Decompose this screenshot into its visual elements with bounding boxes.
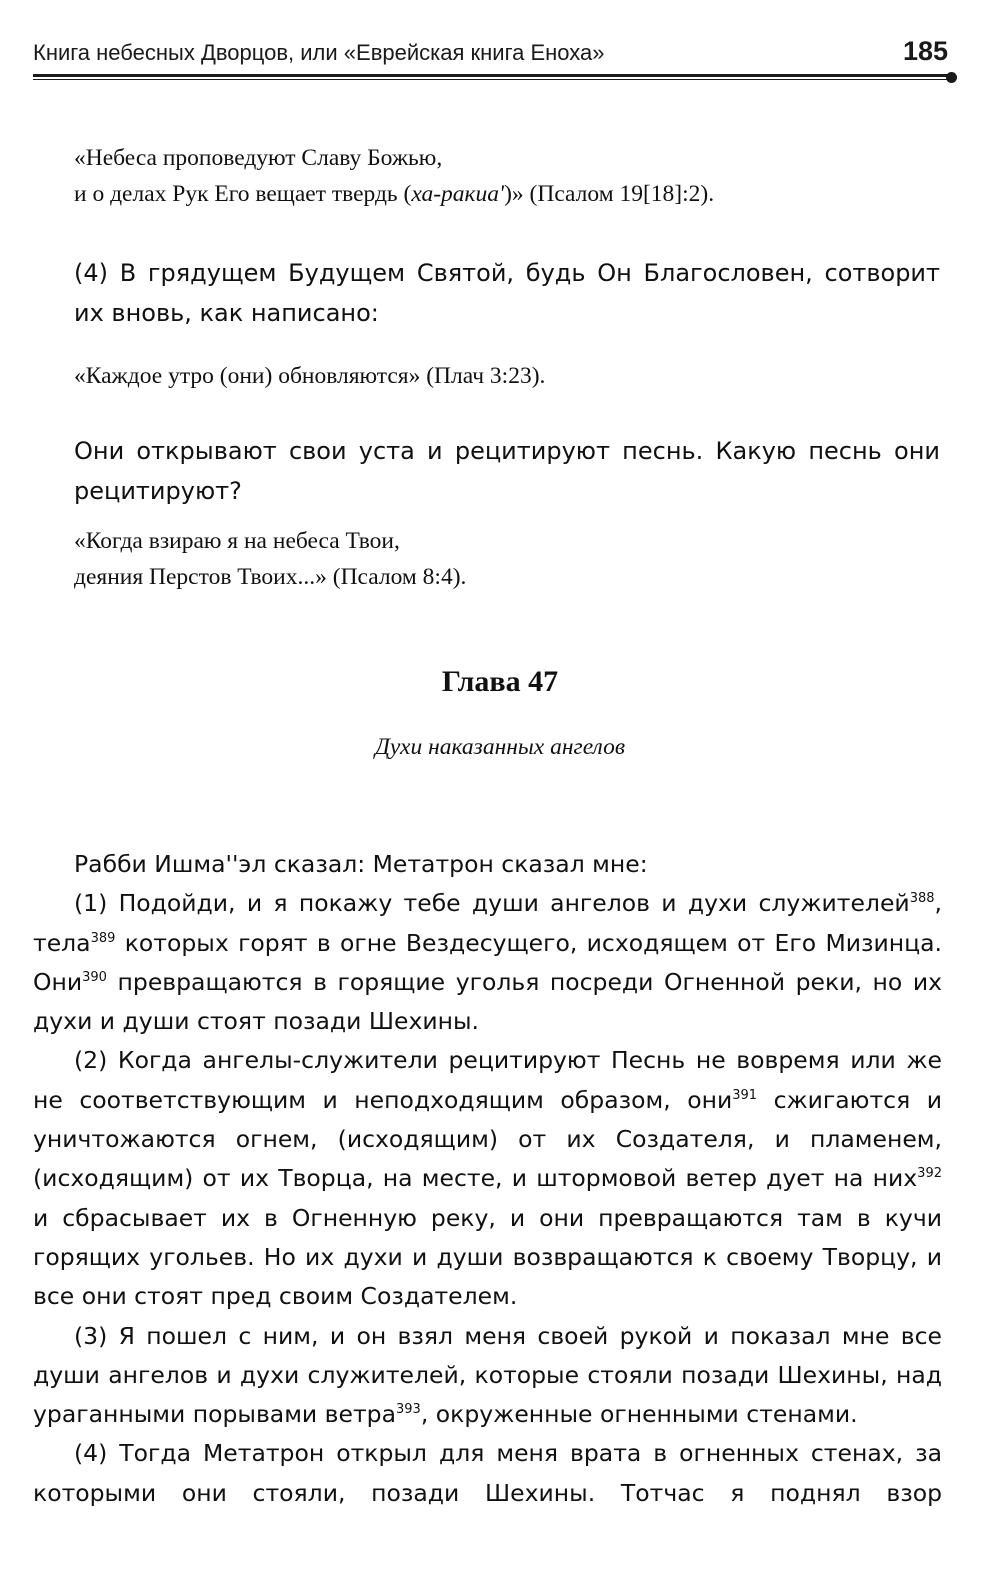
footnote-ref-393[interactable]: 393 (395, 1402, 421, 1418)
quote-line: «Когда взираю я на небеса Твои, (74, 528, 400, 554)
quote-text: и о делах Рук Его вещает твердь ( (74, 181, 412, 207)
chapter-subtitle: Духи наказанных ангелов (374, 734, 626, 760)
page-number: 185 (902, 36, 948, 66)
body-text: (3) Я пошел с ним, и он взял меня своей рукой и показал мне все души ангелов и духи служителей, которые стояли позади Шехины, над ураганными порывами ветра (33, 1321, 942, 1429)
body-paragraph-4: (4) Тогда Метатрон открыл для меня врата в огненных стенах, за которыми они стояли, позади Шехины. Тотчас я поднял взор (33, 1439, 942, 1507)
body-text: (2) Когда ангелы-служители рецитируют Песнь не вовремя или же не соответствующим и неподходящим образом, они (33, 1046, 942, 1114)
hebrew-term: ха-ракиа' (411, 181, 505, 207)
body-text: и сбрасывает их в Огненную реку, и они превращаются там в кучи горящих угольев. Но их духи и души возвращаются к своему Творцу, и все они стоят пред своим Создателем. (33, 1203, 942, 1311)
footnote-ref-388[interactable]: 388 (909, 891, 935, 907)
footnote-ref-392[interactable]: 392 (917, 1166, 942, 1182)
header-rule-dot (946, 72, 957, 83)
body-text: , тела (33, 889, 942, 957)
quote-line: «Каждое утро (они) обновляются» (Плач 3:23). (74, 363, 546, 389)
footnote-ref-389[interactable]: 389 (90, 930, 116, 946)
quote-line: «Небеса проповедуют Славу Божью, (74, 145, 443, 171)
quote-line: деяния Перстов Твоих...» (Псалом 8:4). (74, 564, 467, 590)
paragraph-song (74, 431, 940, 511)
paragraph-text: Они открывают свои уста и рецитируют песнь. Какую песнь они рецитируют? (74, 437, 940, 505)
chapter-body (33, 845, 942, 1513)
footnote-ref-391[interactable]: 391 (732, 1087, 758, 1103)
body-text: , окруженные огненными стенами. (420, 1400, 858, 1429)
quote-psalm-19 (74, 140, 934, 212)
paragraph-4 (74, 253, 940, 333)
body-paragraph-1 (33, 884, 942, 1041)
body-paragraph-2 (33, 1041, 942, 1316)
body-intro: Рабби Ишма''эл сказал: Метатрон сказал мне: (74, 850, 648, 878)
body-paragraph-3 (33, 1317, 942, 1435)
body-text: сжигаются и уничтожаются огнем, (исходящим) от их Создателя, и пламенем, (исходящим) от их Творца, на месте, и штормовой ветер дует на них (33, 1085, 942, 1193)
quote-lamentations (74, 358, 934, 394)
quote-text: )» (Псалом 19[18]:2). (504, 181, 715, 207)
paragraph-text: (4) В грядущем Будущем Святой, будь Он Благословен, сотворит их вновь, как написано: (74, 259, 940, 327)
footnote-ref-390[interactable]: 390 (82, 970, 107, 986)
body-text: превращаются в горящие уголья посреди Огненной реки, но их духи и души стоят позади Шехины. (33, 967, 942, 1036)
chapter-title: Глава 47 (441, 665, 559, 698)
quote-psalm-8 (74, 523, 934, 595)
quote-line (74, 176, 934, 212)
header-rule-thick (33, 74, 951, 77)
running-title: Книга небесных Дворцов, или «Еврейская книга Еноха» (33, 40, 605, 65)
body-text: (1) Подойди, и я покажу тебе души ангелов и духи служителей (74, 889, 910, 918)
body-text: которых горят в огне Вездесущего, исходящем от Его Мизинца. Они (33, 928, 942, 996)
header-rule-thin (33, 79, 951, 80)
